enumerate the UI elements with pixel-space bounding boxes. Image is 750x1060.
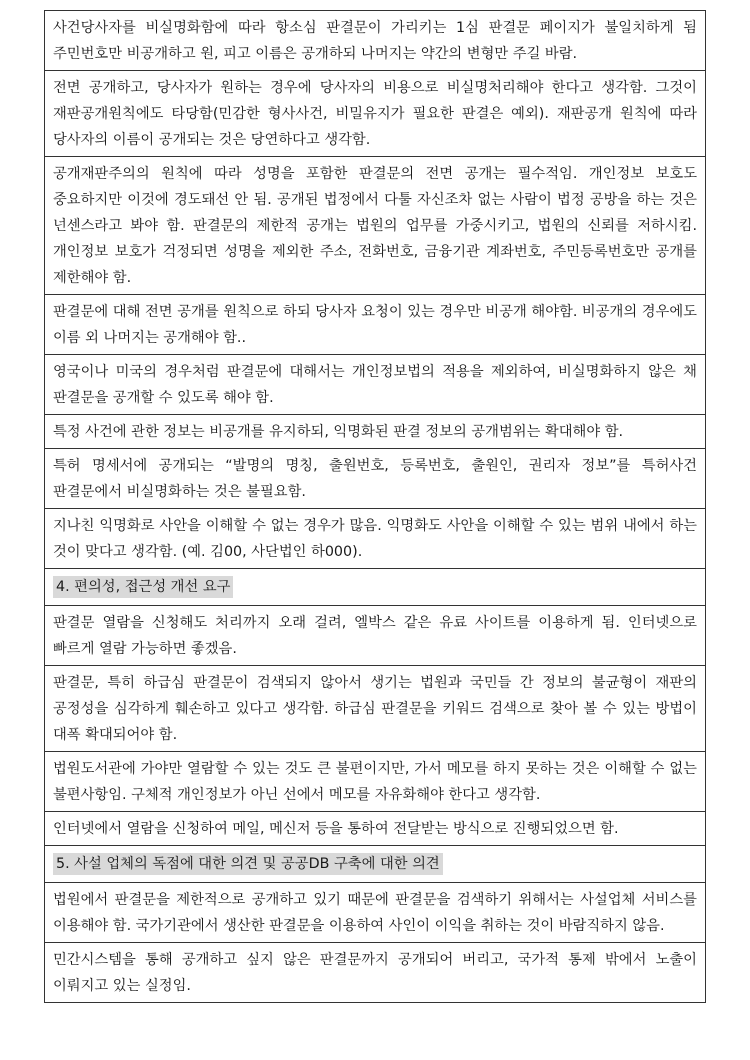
opinion-cell: 특정 사건에 관한 정보는 비공개를 유지하되, 익명화된 판결 정보의 공개범위는 확대해야 함. [45, 415, 706, 449]
opinion-cell: 영국이나 미국의 경우처럼 판결문에 대해서는 개인정보법의 적용을 제외하여, 비실명화하지 않은 채 판결문을 공개할 수 있도록 해야 함. [45, 355, 706, 415]
opinion-row [45, 752, 706, 812]
opinion-row [45, 812, 706, 846]
opinion-row [45, 415, 706, 449]
opinion-row [45, 449, 706, 509]
opinion-cell: 민간시스템을 통해 공개하고 싶지 않은 판결문까지 공개되어 버리고, 국가적 통제 밖에서 노출이 이뤄지고 있는 실정임. [45, 943, 706, 1003]
opinion-row [45, 71, 706, 157]
opinion-row [45, 666, 706, 752]
opinion-cell: 인터넷에서 열람을 신청하여 메일, 메신저 등을 통하여 전달받는 방식으로 진행되었으면 함. [45, 812, 706, 846]
opinion-cell: 판결문에 대해 전면 공개를 원칙으로 하되 당사자 요청이 있는 경우만 비공개 해야함. 비공개의 경우에도 이름 외 나머지는 공개해야 함.. [45, 295, 706, 355]
opinion-row [45, 295, 706, 355]
opinion-row [45, 157, 706, 295]
opinion-row [45, 883, 706, 943]
section-header-row [45, 846, 706, 883]
opinion-cell: 판결문 열람을 신청해도 처리까지 오래 걸려, 엘박스 같은 유료 사이트를 이용하게 됨. 인터넷으로 빠르게 열람 가능하면 좋겠음. [45, 606, 706, 666]
section-heading-private-monopoly: 5. 사설 업체의 독점에 대한 의견 및 공공DB 구축에 대한 의견 [53, 853, 443, 875]
opinion-cell: 판결문, 특히 하급심 판결문이 검색되지 않아서 생기는 법원과 국민들 간 정보의 불균형이 재판의 공정성을 심각하게 훼손하고 있다고 생각함. 하급심 판결문을 키워드 검색으로 찾아 볼 수 있는 방법이 대폭 확대되어야 함. [45, 666, 706, 752]
opinion-row [45, 11, 706, 71]
opinion-cell: 지나친 익명화로 사안을 이해할 수 없는 경우가 많음. 익명화도 사안을 이해할 수 있는 범위 내에서 하는 것이 맞다고 생각함. (예. 김00, 사단법인 하000). [45, 509, 706, 569]
section-header-row [45, 569, 706, 606]
opinion-table [44, 10, 706, 1003]
section-heading-convenience: 4. 편의성, 접근성 개선 요구 [53, 576, 233, 598]
opinion-row [45, 943, 706, 1003]
opinion-cell: 법원에서 판결문을 제한적으로 공개하고 있기 때문에 판결문을 검색하기 위해서는 사설업체 서비스를 이용해야 함. 국가기관에서 생산한 판결문을 이용하여 사인이 이익을 취하는 것이 바람직하지 않음. [45, 883, 706, 943]
opinion-cell: 특허 명세서에 공개되는 “발명의 명칭, 출원번호, 등록번호, 출원인, 권리자 정보”를 특허사건 판결문에서 비실명화하는 것은 불필요함. [45, 449, 706, 509]
opinion-row [45, 509, 706, 569]
opinion-row [45, 355, 706, 415]
opinion-cell: 사건당사자를 비실명화함에 따라 항소심 판결문이 가리키는 1심 판결문 페이지가 불일치하게 됨 주민번호만 비공개하고 원, 피고 이름은 공개하되 나머지는 약간의 변형만 주길 바람. [45, 11, 706, 71]
opinion-cell: 전면 공개하고, 당사자가 원하는 경우에 당사자의 비용으로 비실명처리해야 한다고 생각함. 그것이 재판공개원칙에도 타당함(민감한 형사사건, 비밀유지가 필요한 판결은 예외). 재판공개 원칙에 따라 당사자의 이름이 공개되는 것은 당연하다고 생각함. [45, 71, 706, 157]
opinion-cell: 법원도서관에 가야만 열람할 수 있는 것도 큰 불편이지만, 가서 메모를 하지 못하는 것은 이해할 수 없는 불편사항임. 구체적 개인정보가 아닌 선에서 메모를 자유화해야 한다고 생각함. [45, 752, 706, 812]
section-header-cell [45, 569, 706, 606]
opinion-cell: 공개재판주의의 원칙에 따라 성명을 포함한 판결문의 전면 공개는 필수적임. 개인정보 보호도 중요하지만 이것에 경도돼선 안 됨. 공개된 법정에서 다툴 자신조차 없는 사람이 법정 공방을 하는 것은 넌센스라고 봐야 함. 판결문의 제한적 공개는 법원의 업무를 가중시키고, 법원의 신뢰를 저하시킴. 개인정보 보호가 걱정되면 성명을 제외한 주소, 전화번호, 금융기관 계좌번호, 주민등록번호만 공개를 제한해야 함. [45, 157, 706, 295]
opinion-row [45, 606, 706, 666]
section-header-cell [45, 846, 706, 883]
